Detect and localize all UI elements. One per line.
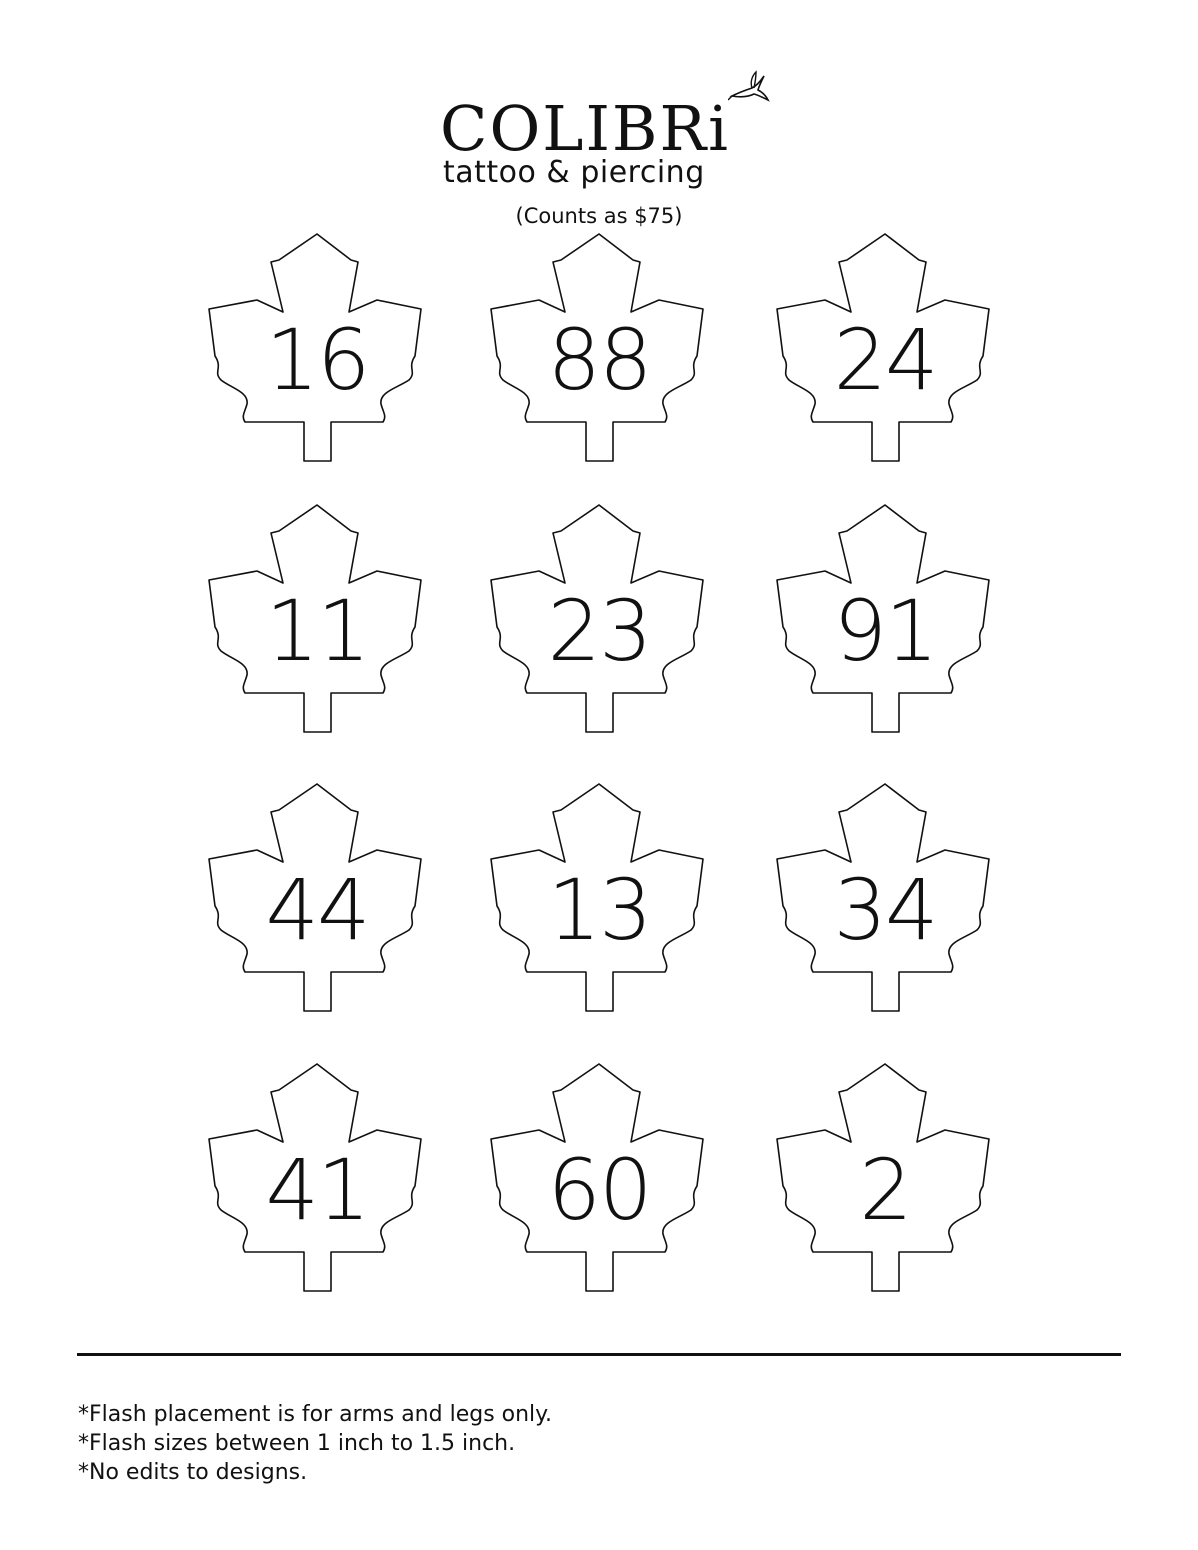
flash-number: 91 — [833, 582, 937, 680]
flash-number: 60 — [547, 1141, 651, 1239]
notes-list — [78, 1400, 978, 1487]
flash-leaf[interactable] — [207, 503, 427, 735]
flash-leaf[interactable] — [207, 1062, 427, 1294]
flash-number: 23 — [547, 582, 651, 680]
note-edits: *No edits to designs. — [78, 1460, 308, 1485]
flash-number: 13 — [547, 861, 651, 959]
flash-leaf[interactable] — [489, 1062, 709, 1294]
flash-number: 16 — [265, 311, 369, 409]
note-sizes: *Flash sizes between 1 inch to 1.5 inch. — [78, 1431, 516, 1456]
price-note: (Counts as $75) — [515, 204, 683, 228]
flash-leaf[interactable] — [775, 782, 995, 1014]
flash-leaf[interactable] — [775, 503, 995, 735]
flash-leaf[interactable] — [489, 782, 709, 1014]
flash-leaf[interactable] — [775, 232, 995, 464]
flash-number: 24 — [833, 311, 937, 409]
note-placement: *Flash placement is for arms and legs only. — [78, 1402, 553, 1427]
flash-number: 44 — [265, 861, 369, 959]
flash-leaf[interactable] — [207, 232, 427, 464]
flash-number: 41 — [265, 1141, 369, 1239]
flash-number: 11 — [265, 582, 369, 680]
flash-number: 34 — [833, 861, 937, 959]
flash-number: 88 — [547, 311, 651, 409]
brand-subtitle: tattoo & piercing — [443, 155, 705, 190]
flash-leaf[interactable] — [489, 503, 709, 735]
flash-leaf[interactable] — [489, 232, 709, 464]
flash-leaf[interactable] — [775, 1062, 995, 1294]
flash-leaf[interactable] — [207, 782, 427, 1014]
section-divider — [77, 1353, 1121, 1356]
brand-name: COLIBRi — [440, 92, 731, 165]
flash-number: 2 — [859, 1141, 911, 1239]
